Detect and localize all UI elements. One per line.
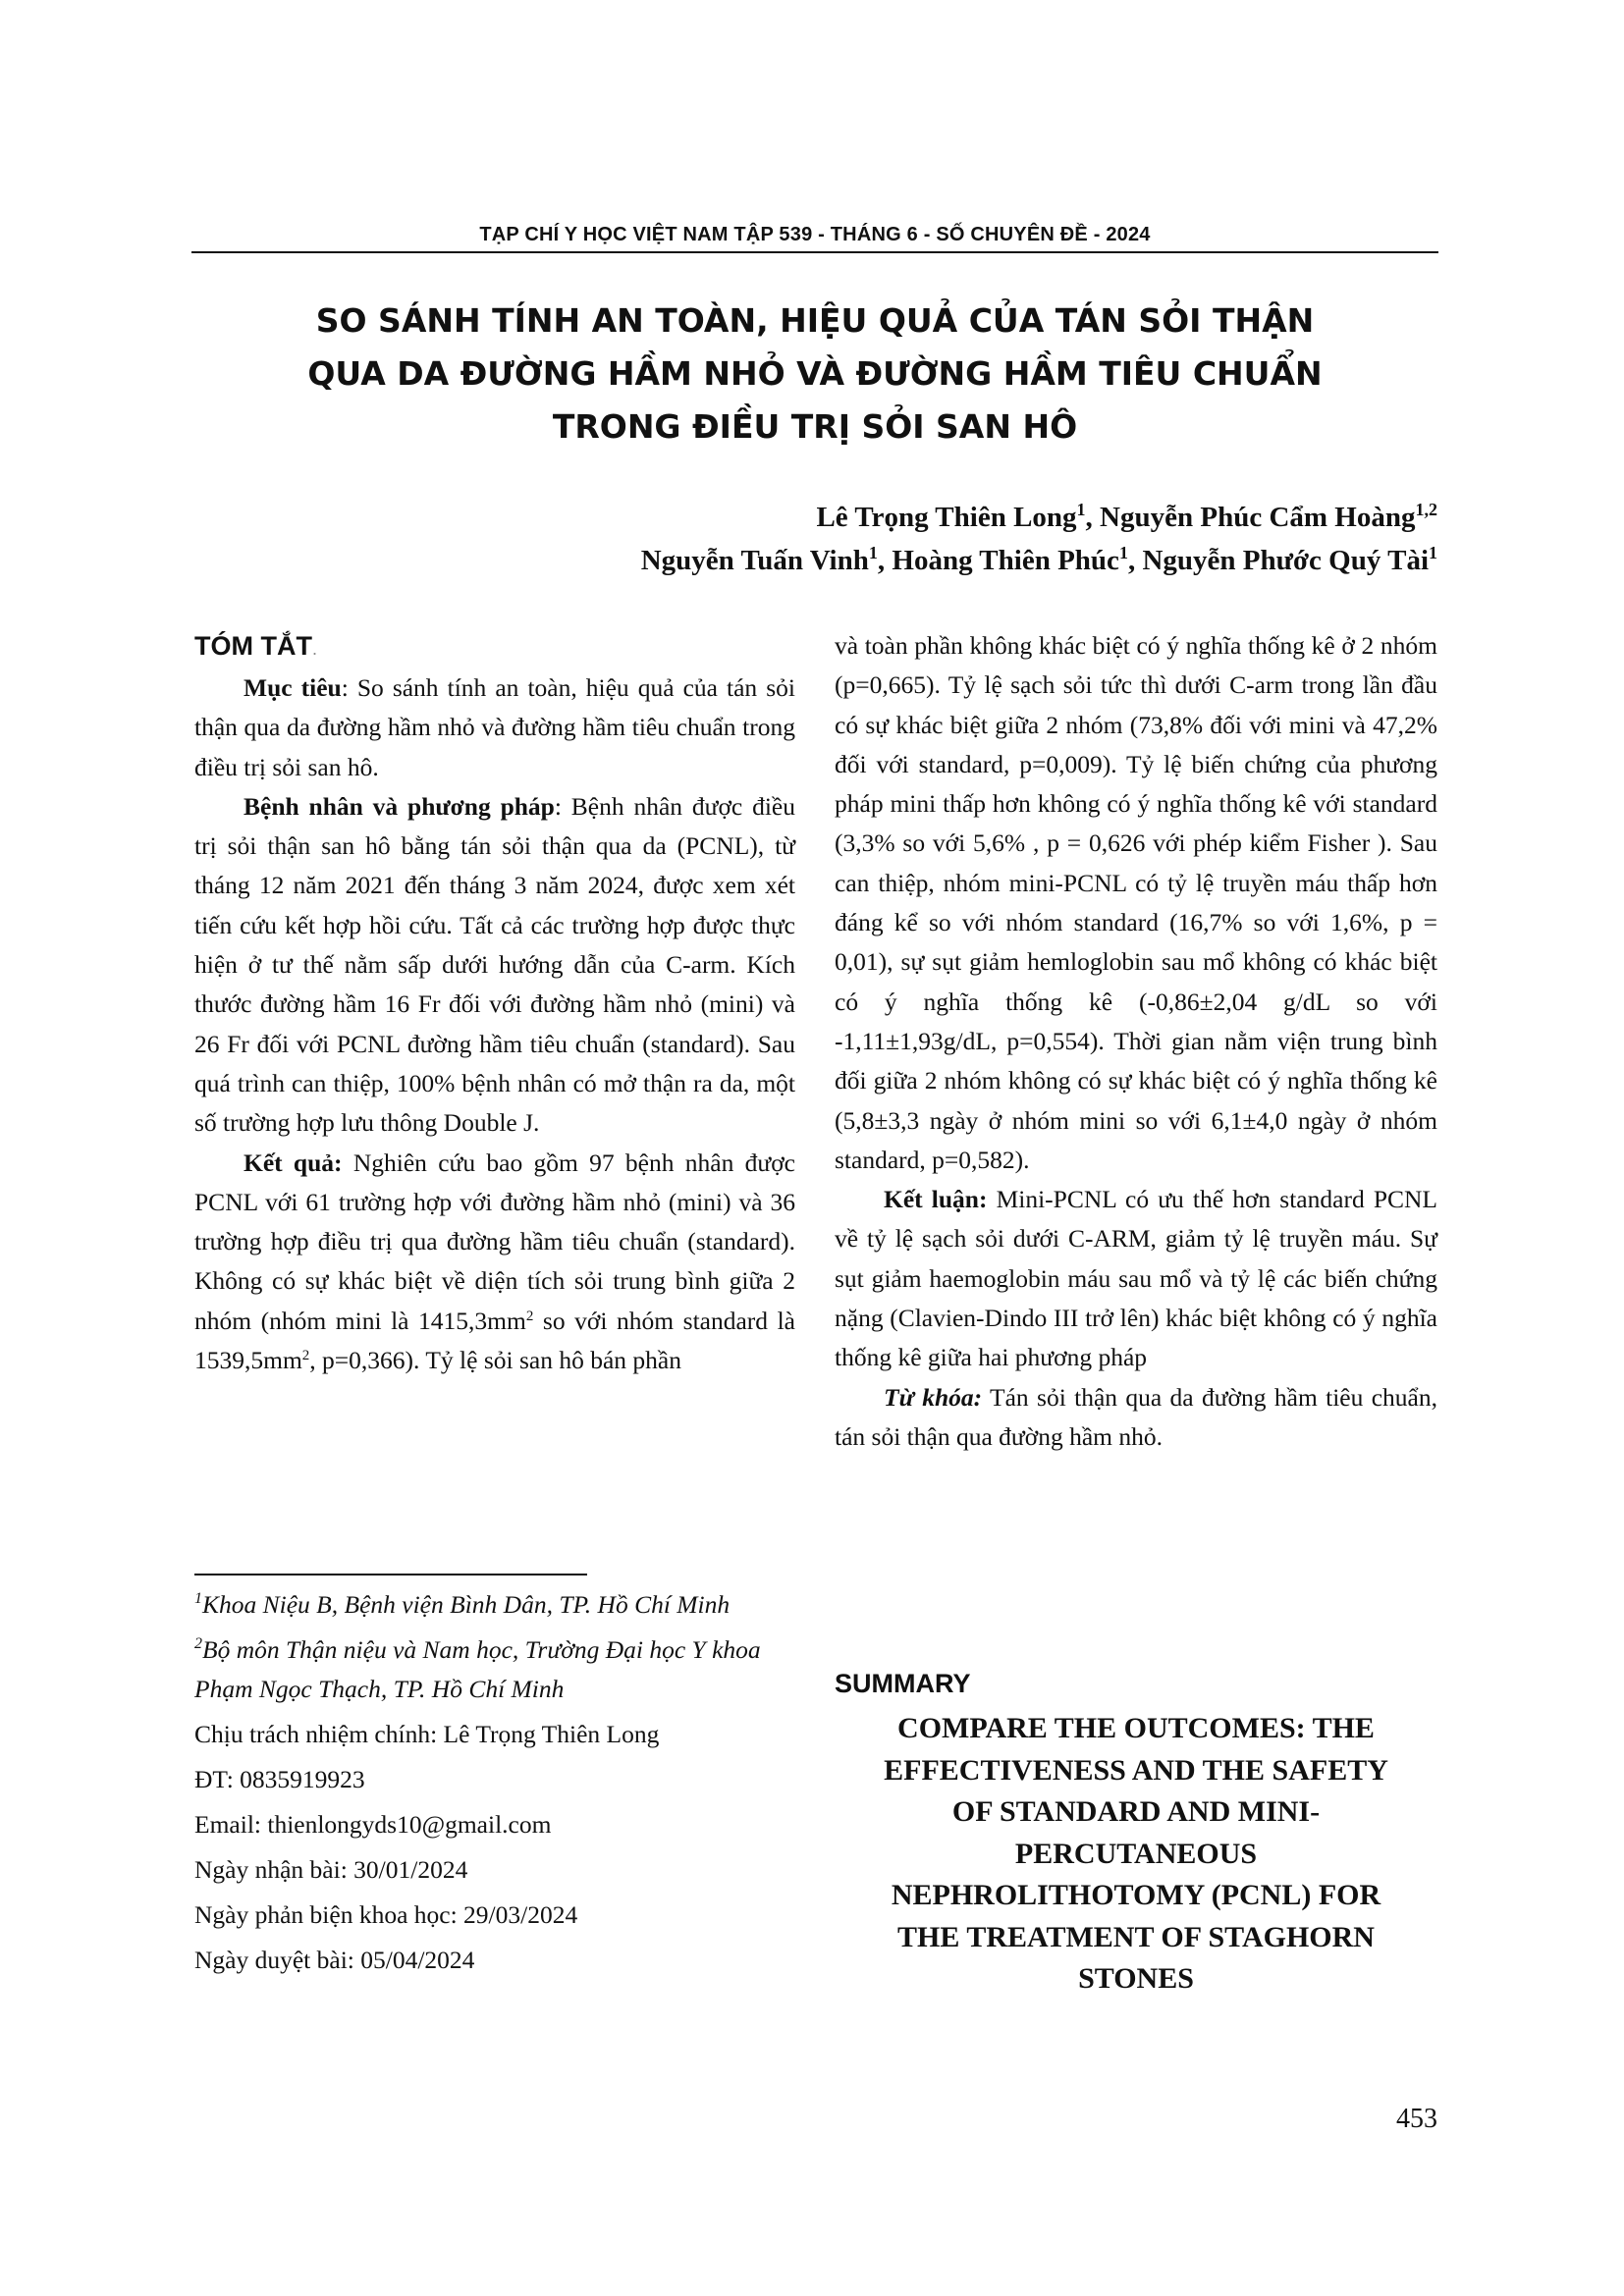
results-continuation <box>835 626 1437 1180</box>
abstract-heading-text: TÓM TẮT <box>194 631 312 661</box>
footnote-responsible: Chịu trách nhiệm chính: Lê Trọng Thiên Long <box>194 1720 660 1748</box>
objective-paragraph <box>194 668 795 787</box>
footnote-reviewed: Ngày phản biện khoa học: 29/03/2024 <box>194 1900 578 1929</box>
page-number: 453 <box>1396 2104 1437 2134</box>
title-line-3: TRONG ĐIỀU TRỊ SỎI SAN HÔ <box>552 407 1078 446</box>
author-line-2 <box>641 539 1437 582</box>
methods-text: : Bệnh nhân được điều trị sỏi thận san hô bằng tán sỏi thận qua da (PCNL), từ tháng 12 năm 2021 đến tháng 3 năm 2024, được xem xét tiến cứu kết hợp hồi cứu. Tất cả các trường hợp được thực hiện ở tư thế nằm sấp dưới hướng dẫn của C-arm. Kích thước đường hầm 16 Fr đối với đường hầm nhỏ (mini) và 26 Fr đối với PCNL đường hầm tiêu chuẩn (standard). Sau quá trình can thiệp, 100% bệnh nhân có mở thận ra da, một số trường hợp lưu thông Double J. <box>194 791 795 1138</box>
results-text-c: và toàn phần không khác biệt có ý nghĩa thống kê ở 2 nhóm (p=0,665). Tỷ lệ sạch sỏi tức thì dưới C-arm trong lần đầu có sự khác biệt giữa 2 nhóm (73,8% đối với mini và 47,2% đối với standard, p=0,009). Tỷ lệ biến chứng của phương pháp mini thấp hơn không có ý nghĩa thống kê với standard (3,3% so với 5,6% , p = 0,626 với phép kiểm Fisher ). Sau can thiệp, nhóm mini-PCNL có tỷ lệ truyền máu thấp hơn đáng kể so với nhóm standard (16,7% so với 1,6%, p = 0,01), sự sụt giảm hemloglobin sau mổ không có khác biệt có ý nghĩa thống kê (-0,86±2,04 g/dL so với -1,11±1,93g/dL, p=0,554). Thời gian nằm viện trung bình đối giữa 2 nhóm không có sự khác biệt có ý nghĩa thống kê (5,8±3,3 ngày ở nhóm mini so với 6,1±4,0 ngày ở nhóm standard, p=0,582). <box>835 631 1437 1174</box>
affiliation-mark: 1 <box>1118 543 1128 562</box>
english-title-line: NEPHROLITHOTOMY (PCNL) FOR <box>891 1879 1381 1911</box>
results-paragraph <box>194 1144 795 1381</box>
footnote-affiliation-2-text: Bộ môn Thận niệu và Nam học, Trường Đại học Y khoa Phạm Ngọc Thạch, TP. Hồ Chí Minh <box>194 1635 761 1703</box>
abstract-left-column <box>194 626 795 1380</box>
results-text-b: so với nhóm standard là 1539,5mm <box>194 1306 795 1375</box>
article-title <box>191 294 1438 454</box>
results-text-a: Nghiên cứu bao gồm 97 bệnh nhân được PCNL với 61 trường hợp với đường hầm nhỏ (mini) và 36 trường hợp điều trị qua đường hầm tiêu chuẩn (standard). Không có sự khác biệt về diện tích sỏi trung bình giữa 2 nhóm (nhóm mini là 1415,3mm <box>194 1148 795 1335</box>
title-line-2: QUA DA ĐƯỜNG HẦM NHỎ VÀ ĐƯỜNG HẦM TIÊU CHUẨN <box>307 354 1323 393</box>
author-list <box>641 496 1437 582</box>
objective-text: : So sánh tính an toàn, hiệu quả của tán sỏi thận qua da đường hầm nhỏ và đường hầm tiêu chuẩn trong điều trị sỏi san hô. <box>194 673 795 781</box>
header-rule <box>191 251 1438 253</box>
footnote-affiliation-1-text: Khoa Niệu B, Bệnh viện Bình Dân, TP. Hồ Chí Minh <box>202 1590 731 1619</box>
footnote-rule <box>194 1574 587 1575</box>
conclusion-paragraph <box>835 1180 1437 1377</box>
affiliation-mark: 1 <box>1429 543 1437 562</box>
english-title-line: STONES <box>1078 1962 1194 1995</box>
footnote-mark: 1 <box>194 1590 202 1607</box>
footnote-email: Email: thienlongyds10@gmail.com <box>194 1810 552 1839</box>
abstract-heading <box>194 626 795 668</box>
english-title-line: OF STANDARD AND MINI- <box>951 1795 1321 1828</box>
affiliation-mark: 1,2 <box>1415 500 1437 519</box>
author-line-1 <box>641 496 1437 539</box>
footnotes <box>194 1585 803 1986</box>
superscript-2: 2 <box>525 1308 534 1324</box>
objective-label: Mục tiêu <box>244 673 342 702</box>
footnote-approved: Ngày duyệt bài: 05/04/2024 <box>194 1946 475 1974</box>
footnote-affiliation-1 <box>194 1585 803 1625</box>
author-name: Lê Trọng Thiên Long <box>816 502 1077 533</box>
superscript-2: 2 <box>301 1348 310 1364</box>
footnote-received: Ngày nhận bài: 30/01/2024 <box>194 1855 468 1884</box>
abstract-right-column <box>835 626 1437 1457</box>
english-title-line: EFFECTIVENESS AND THE SAFETY <box>884 1753 1388 1787</box>
author-separator: , <box>877 545 893 576</box>
author-separator: , <box>1085 502 1101 533</box>
conclusion-text: Mini-PCNL có ưu thế hơn standard PCNL về tỷ lệ sạch sỏi dưới C-ARM, giảm tỷ lệ truyền máu. Sự sụt giảm haemoglobin máu sau mổ và tỷ lệ các biến chứng nặng (Clavien-Dindo III trở lên) khác biệt không có ý nghĩa thống kê giữa hai phương pháp <box>835 1185 1437 1372</box>
author-separator: , <box>1127 545 1143 576</box>
title-line-1: SO SÁNH TÍNH AN TOÀN, HIỆU QUẢ CỦA TÁN SỎI THẬN <box>315 301 1315 340</box>
affiliation-mark: 1 <box>868 543 878 562</box>
footnote-mark: 2 <box>194 1635 202 1652</box>
results-label: Kết quả: <box>244 1148 343 1177</box>
footnote-phone: ĐT: 0835919923 <box>194 1765 365 1793</box>
keywords-paragraph <box>835 1378 1437 1458</box>
author-name: Nguyễn Phước Quý Tài <box>1142 545 1429 576</box>
author-name: Hoàng Thiên Phúc <box>892 545 1119 576</box>
affiliation-mark: 1 <box>1076 500 1086 519</box>
footnote-affiliation-2 <box>194 1630 803 1709</box>
methods-paragraph <box>194 787 795 1144</box>
keywords-label: Từ khóa: <box>884 1382 983 1412</box>
methods-label: Bệnh nhân và phương pháp <box>244 791 555 821</box>
english-title-line: PERCUTANEOUS <box>1014 1837 1258 1870</box>
english-title-line: THE TREATMENT OF STAGHORN <box>897 1920 1375 1953</box>
keywords-text: Tán sỏi thận qua da đường hầm tiêu chuẩn, tán sỏi thận qua đường hầm nhỏ. <box>835 1382 1437 1451</box>
abstract-heading-dot: . <box>311 639 317 659</box>
summary-heading: SUMMARY <box>835 1669 971 1698</box>
journal-header: TẠP CHÍ Y HỌC VIỆT NAM TẬP 539 - THÁNG 6 - SỐ CHUYÊN ĐỀ - 2024 <box>479 224 1151 245</box>
author-name: Nguyễn Phúc Cẩm Hoàng <box>1100 502 1416 533</box>
english-title <box>835 1708 1437 2001</box>
conclusion-label: Kết luận: <box>884 1185 988 1214</box>
english-title-line: COMPARE THE OUTCOMES: THE <box>897 1712 1375 1744</box>
results-text-c-start: , p=0,366). Tỷ lệ sỏi san hô bán phần <box>309 1346 681 1375</box>
author-name: Nguyễn Tuấn Vinh <box>640 545 869 576</box>
